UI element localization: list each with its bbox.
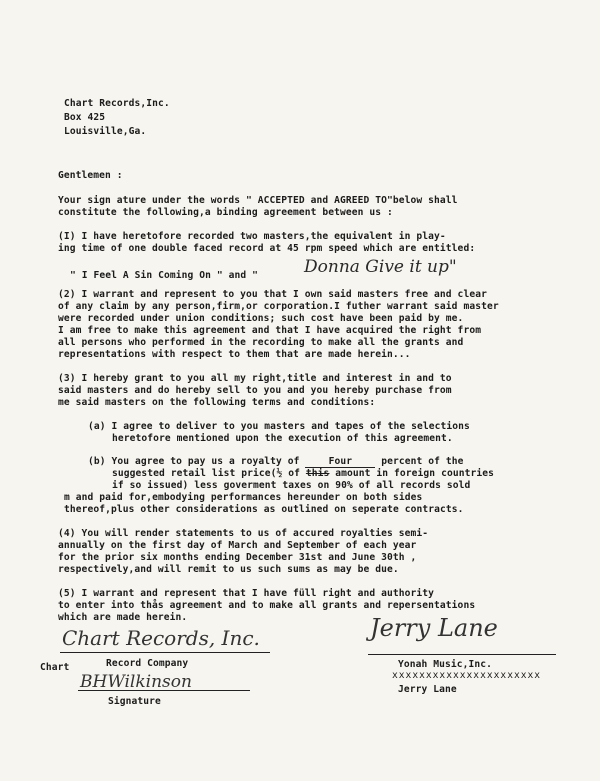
dotted-line: xxxxxxxxxxxxxxxxxxxxxx — [392, 670, 542, 681]
clause-3b-line-4: m and paid for,embodying performances hereunder on both sides — [64, 492, 423, 503]
jerry-lane-name: Jerry Lane — [398, 684, 457, 695]
clause-2-line-2: of any claim by any person,firm,or corporation.I futher warrant said master — [58, 301, 499, 312]
yonah-music-label: Yonah Music,Inc. — [398, 659, 493, 670]
company-signature-line — [60, 652, 270, 653]
clause-2-line-5: all persons who performed in the recording to make all the grants and — [58, 337, 464, 348]
clause-3a-line-2: heretofore mentioned upon the execution of this agreement. — [112, 433, 453, 444]
clause-4-line-2: annually on the first day of March and September of each year — [58, 540, 417, 551]
clause-5-line-3: which are made herein. — [58, 612, 188, 623]
clause-3b-line-2: suggested retail list price(½ of this amount in foreign countries — [112, 468, 494, 479]
clause-4-line-4: respectively,and will remit to us such sums as may be due. — [58, 564, 399, 575]
artist-signature-line — [368, 654, 556, 655]
clause-2-line-6: representations with respect to them that are made herein... — [58, 349, 411, 360]
signature-caption: Signature — [108, 696, 161, 707]
personal-signature-line — [78, 690, 250, 691]
clause-4-line-3: for the prior six months ending December 31st and June 30th , — [58, 552, 417, 563]
clause-3b-line-1: (b) You agree to pay us a royalty of Four percent of the — [88, 456, 464, 467]
clause-2-line-4: I am free to make this agreement and that I have acquired the right from — [58, 325, 482, 336]
clause-3a-line-1: (a) I agree to deliver to you masters and tapes of the selections — [88, 421, 470, 432]
recipient-box: Box 425 — [64, 112, 106, 123]
intro-line-2: constitute the following,a binding agreement between us : — [58, 207, 393, 218]
royalty-rate-blank: Four — [305, 456, 375, 468]
clause-5-line-2: to enter into thås agreement and to make all grants and repersentations — [58, 600, 476, 611]
intro-line-1: Your sign ature under the words " ACCEPTED and AGREED TO"below shall — [58, 195, 458, 206]
clause-2-line-3: were recorded under union conditions; such cost have been paid by me. — [58, 313, 464, 324]
clause-1-line-1: (I) I have heretofore recorded two masters,the equivalent in play- — [58, 231, 446, 242]
jerry-lane-signature: Jerry Lane — [370, 614, 498, 642]
clause-1-line-2: ing time of one double faced record at 45 rpm speed which are entitled: — [58, 243, 476, 254]
chart-label: Chart — [40, 662, 70, 673]
song-title-1: " I Feel A Sin Coming On " and " — [70, 270, 259, 281]
song-title-2-handwritten: Donna Give it up" — [304, 257, 457, 277]
clause-3b-line-3: if so issued) less goverment taxes on 90% of all records sold — [112, 480, 471, 491]
chart-records-signature: Chart Records, Inc. — [62, 626, 260, 650]
salutation: Gentlemen : — [58, 170, 123, 181]
recipient-city: Louisville,Ga. — [64, 126, 147, 137]
clause-3b-line-5: thereof,plus other considerations as outlined on seperate contracts. — [64, 504, 464, 515]
clause-4-line-1: (4) You will render statements to us of accured royalties semi- — [58, 528, 429, 539]
clause-2-line-1: (2) I warrant and represent to you that I own said masters free and clear — [58, 289, 487, 300]
clause-3-line-1: (3) I hereby grant to you all my right,title and interest in and to — [58, 373, 452, 384]
clause-3-line-3: me said masters on the following terms and conditions: — [58, 397, 376, 408]
record-company-caption: Record Company — [106, 658, 189, 669]
clause-3-line-2: said masters and do hereby sell to you and you hereby purchase from — [58, 385, 452, 396]
personal-signature: BHWilkinson — [80, 672, 192, 692]
recipient-name: Chart Records,Inc. — [64, 98, 170, 109]
clause-5-line-1: (5) I warrant and represent that I have füll right and authority — [58, 588, 435, 599]
